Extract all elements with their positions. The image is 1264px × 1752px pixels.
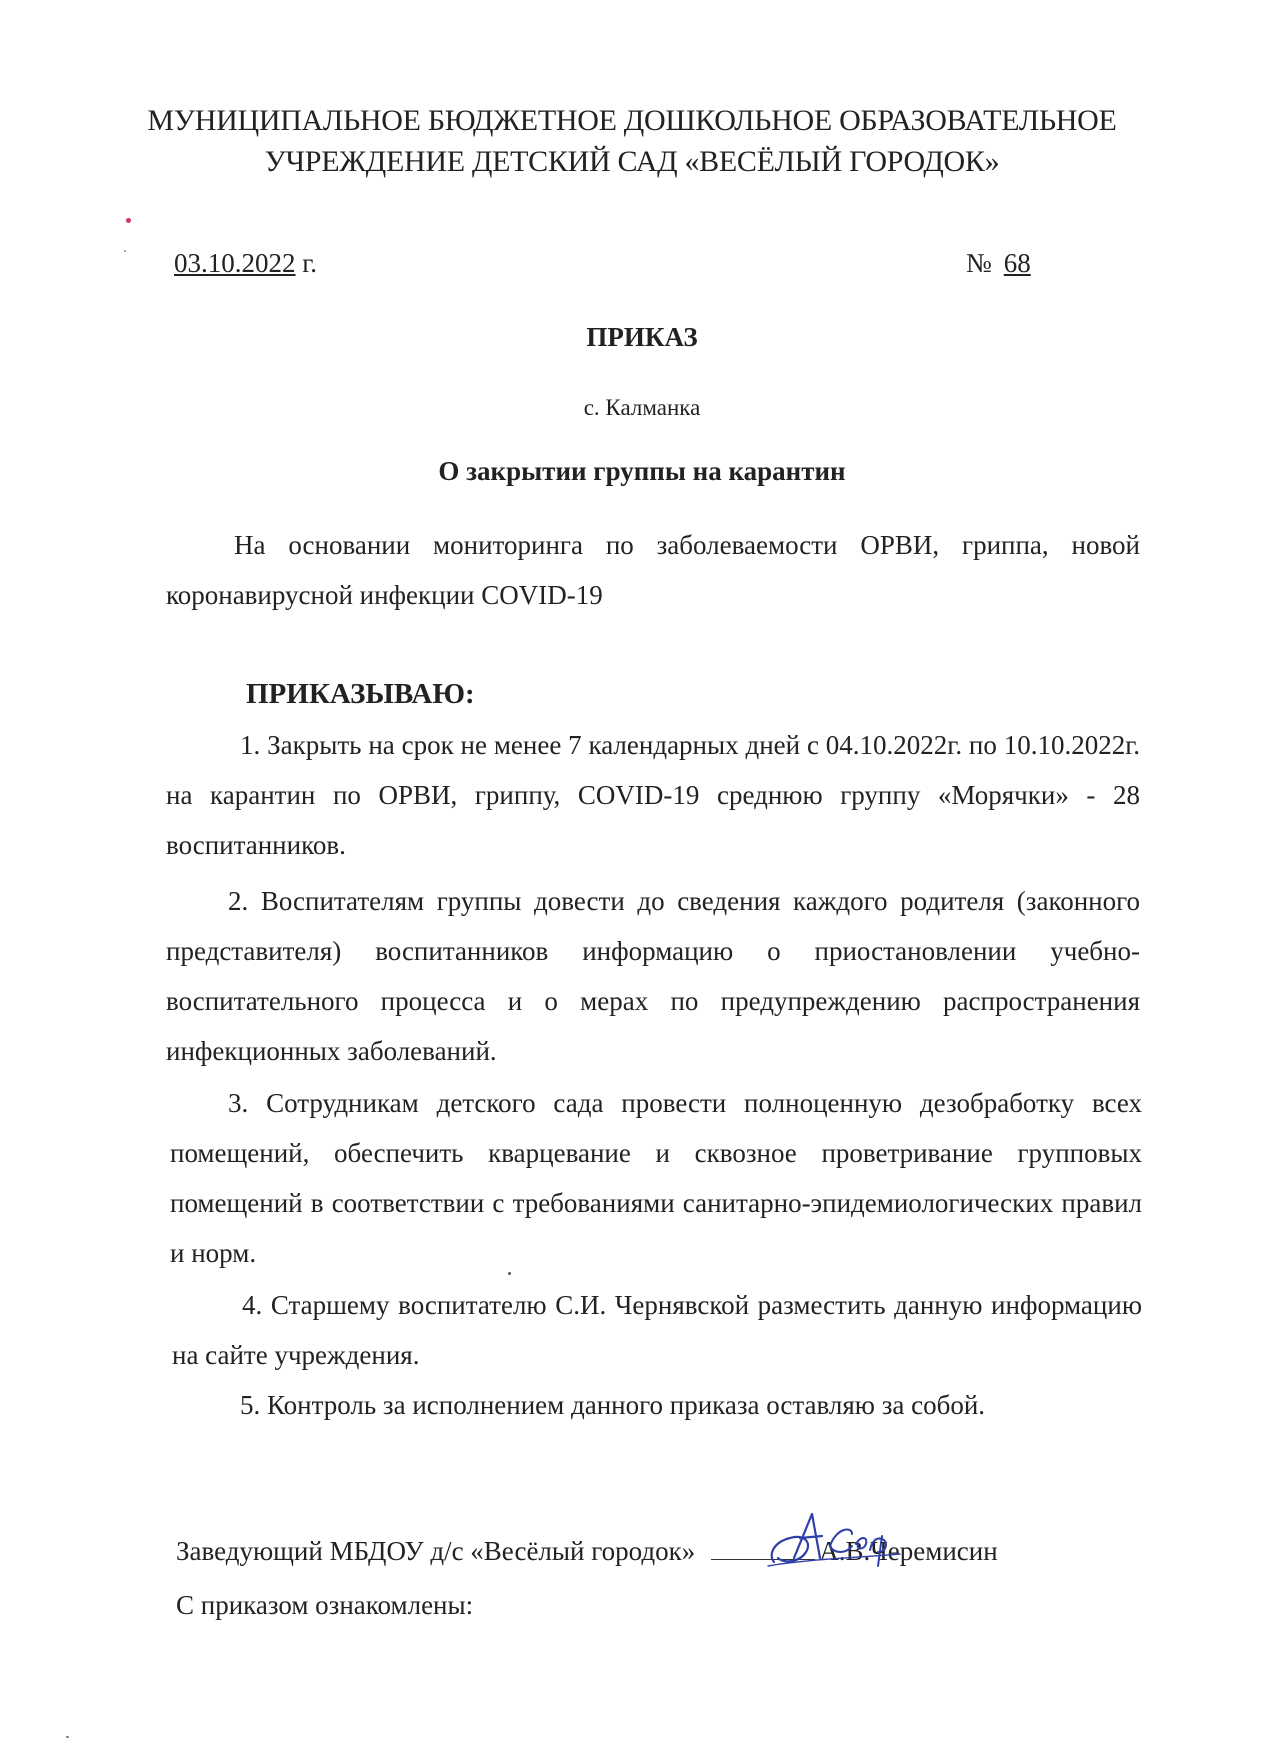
document-place: с. Калманка: [583, 395, 701, 420]
handwritten-signature: [760, 1506, 910, 1576]
order-date-value: 03.10.2022: [174, 248, 296, 278]
scan-speck: [508, 1272, 511, 1275]
basis-paragraph: На основании мониторинга по заболеваемости ОРВИ, гриппа, новой коронавирусной инфекции COVID-19: [166, 530, 1140, 610]
signer-name: А.В.Черемисин: [819, 1536, 998, 1566]
order-item-1: 1. Закрыть на срок не менее 7 календарных дней с 04.10.2022г. по 10.10.2022г. на карантин по ОРВИ, гриппу, COVID-19 среднюю группу «Морячки» - 28 воспитанников.: [166, 730, 1140, 860]
document-subject: О закрытии группы на карантин: [438, 456, 846, 486]
document-title: ПРИКАЗ: [586, 322, 698, 352]
order-number: [966, 248, 1031, 279]
order-item-5: 5. Контроль за исполнением данного приказа оставляю за собой.: [240, 1390, 986, 1420]
scan-speck: [126, 218, 131, 223]
order-item-4: 4. Старшему воспитателю С.И. Чернявской разместить данную информацию на сайте учреждения.: [172, 1290, 1142, 1370]
signer-position: Заведующий МБДОУ д/с «Весёлый городок»: [176, 1536, 696, 1566]
organization-line-2: УЧРЕЖДЕНИЕ ДЕТСКИЙ САД «ВЕСЁЛЫЙ ГОРОДОК»: [264, 145, 1000, 178]
order-date: [174, 248, 317, 279]
order-date-suffix: г.: [295, 248, 318, 278]
order-number-label: №: [966, 248, 992, 278]
order-word: ПРИКАЗЫВАЮ:: [246, 678, 475, 710]
scan-speck: [124, 250, 126, 252]
scan-speck: [66, 1736, 69, 1738]
organization-header: [0, 100, 1264, 182]
acquainted-label: С приказом ознакомлены:: [176, 1590, 474, 1620]
order-item-3: 3. Сотрудникам детского сада провести полноценную дезобработку всех помещений, обеспечить кварцевание и сквозное проветривание групповых помещений в соответствии с требованиями санитарно-эпидемиологических правил и норм.: [170, 1088, 1142, 1268]
organization-line-1: МУНИЦИПАЛЬНОЕ БЮДЖЕТНОЕ ДОШКОЛЬНОЕ ОБРАЗОВАТЕЛЬНОЕ: [147, 104, 1117, 137]
order-item-2: 2. Воспитателям группы довести до сведения каждого родителя (законного представителя) воспитанников информацию о приостановлении учебно-воспитательного процесса и о мерах по предупреждению распространения инфекционных заболеваний.: [166, 886, 1140, 1066]
order-number-value: 68: [1003, 248, 1031, 278]
